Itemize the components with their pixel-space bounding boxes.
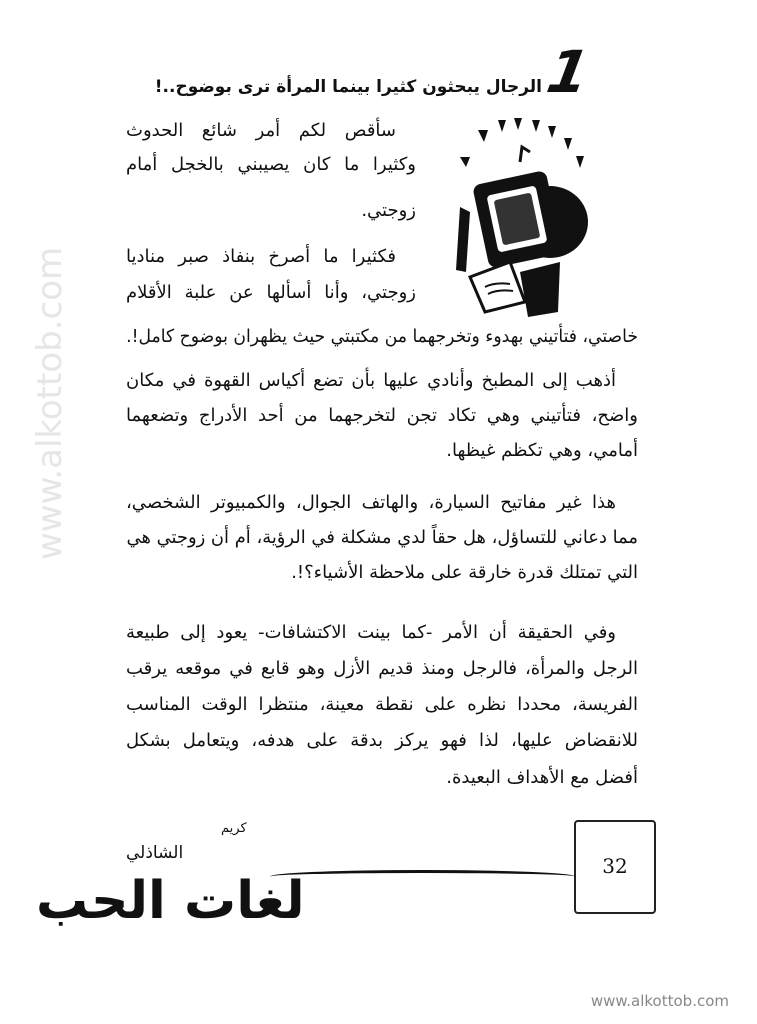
watermark: www.alkottob.com — [30, 246, 70, 560]
text-line: الفريسة، محددا نظره على نقطة معينة، منتظرا الوقت المناسب — [126, 694, 638, 715]
text-line: للانقضاض عليها، لذا فهو يركز بدقة على هدفه، ويتعامل بشكل — [126, 730, 638, 751]
text-line: التي تمتلك قدرة خارقة على ملاحظة الأشياء؟!. — [291, 562, 638, 583]
footer-url: www.alkottob.com — [590, 992, 729, 1010]
text-line: خاصتي، فتأتيني بهدوء وتخرجهما من مكتبتي حيث يظهران بوضوح كامل!. — [126, 326, 639, 347]
chapter-number: 1 — [542, 38, 595, 106]
text-line: هذا غير مفاتيح السيارة، والهاتف الجوال، والكمبيوتر الشخصي، — [126, 492, 616, 513]
decorative-swoosh — [270, 870, 575, 883]
text-line: واضح، فتأتيني وهي تكاد تجن لتخرجهما من أحد الأدراج وتضعهما — [126, 405, 638, 426]
text-line: أمامي، وهي تكظم غيظها. — [446, 440, 638, 461]
text-line: وفي الحقيقة أن الأمر -كما بينت الاكتشافات- يعود إلى طبيعة — [126, 622, 616, 643]
author-first-name: كريم — [221, 821, 247, 836]
page-number-box — [574, 820, 656, 914]
text-line: زوجتي. — [361, 200, 416, 221]
book-logo — [16, 820, 305, 950]
page-number: 32 — [602, 854, 628, 878]
text-line: فكثيرا ما أصرخ بنفاذ صبر مناديا — [126, 246, 396, 267]
text-line: سأقص لكم أمر شائع الحدوث — [126, 120, 396, 141]
text-line: مما دعاني للتساؤل، هل حقاً لدي مشكلة في الرؤية، أم أن زوجتي هي — [126, 527, 638, 548]
text-line: أفضل مع الأهداف البعيدة. — [446, 767, 638, 788]
computer-illustration — [440, 112, 590, 327]
book-title-logo: لغات الحب — [36, 871, 305, 931]
text-line: زوجتي، وأنا أسألها عن علبة الأقلام — [126, 282, 416, 303]
text-line: الرجل والمرأة، فالرجل ومنذ قديم الأزل وهو قابع في موقعه يرقب — [126, 658, 638, 679]
author-last-name: الشاذلي — [126, 843, 184, 863]
chapter-title: الرجال يبحثون كثيرا بينما المرأة ترى بوضوح..! — [154, 77, 542, 97]
text-line: أذهب إلى المطبخ وأنادي عليها بأن تضع أكياس القهوة في مكان — [126, 370, 616, 391]
text-line: وكثيرا ما كان يصيبني بالخجل أمام — [126, 154, 416, 175]
